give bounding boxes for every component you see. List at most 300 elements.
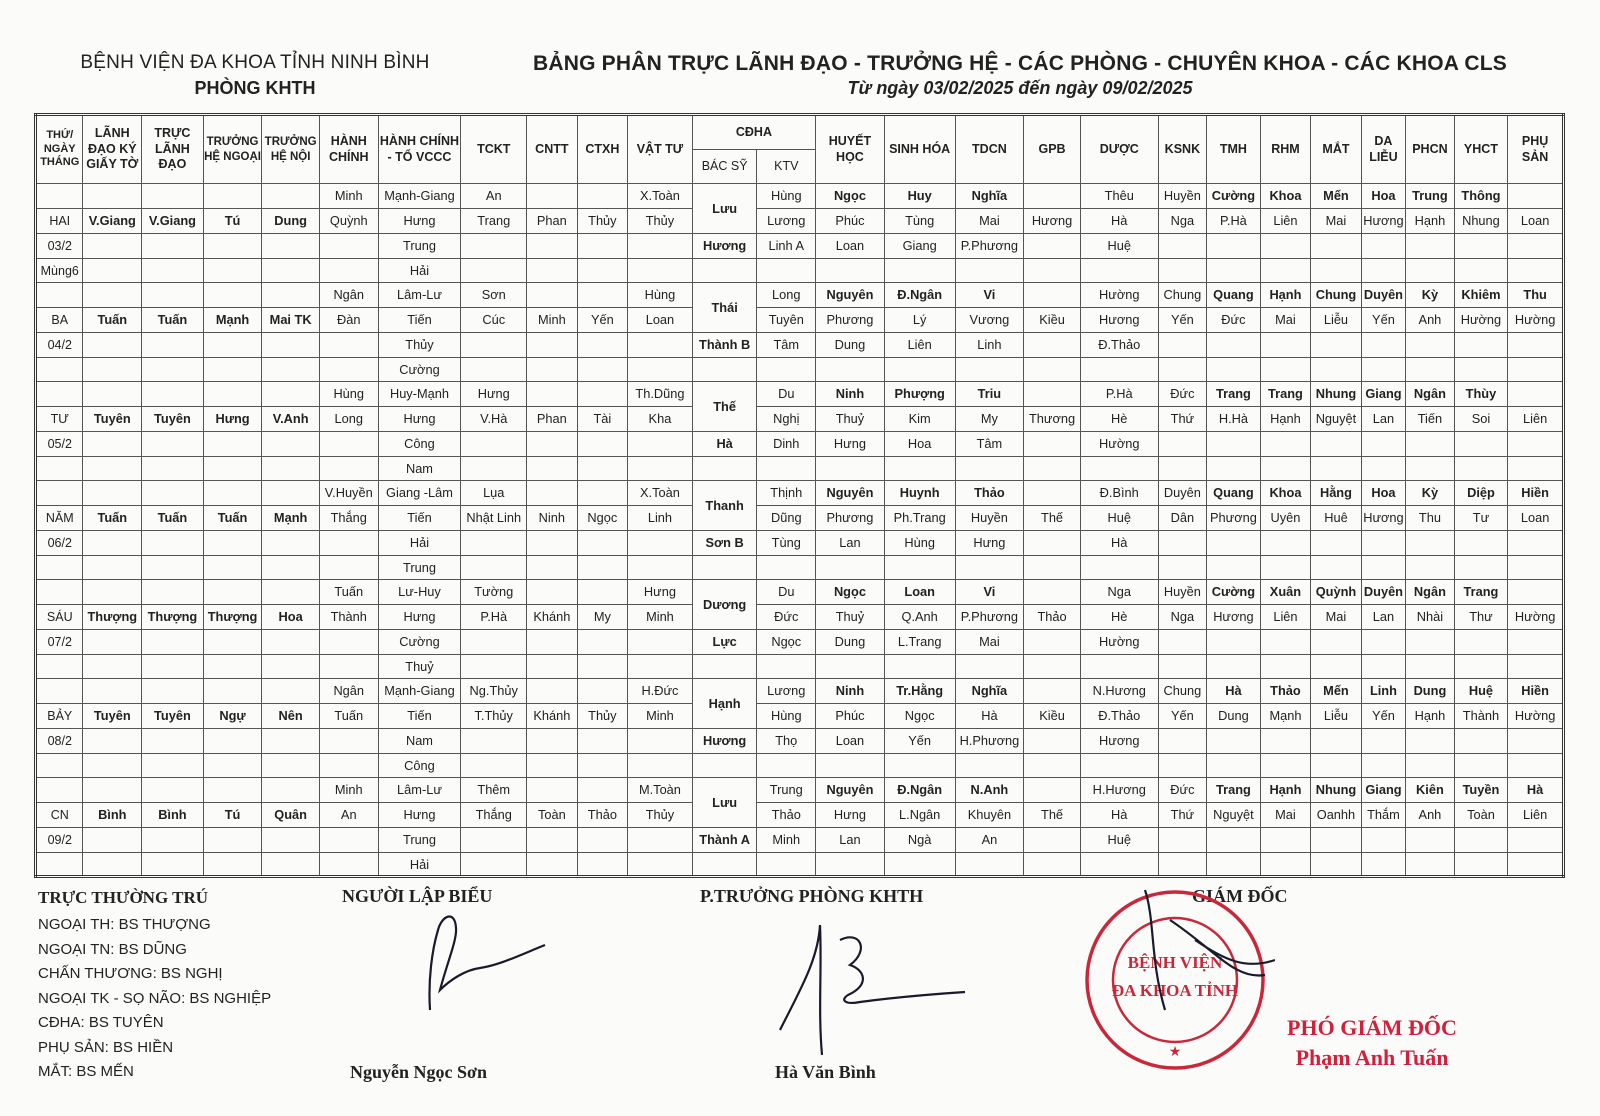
cell-noi xyxy=(262,530,320,556)
cell-yhct xyxy=(1454,629,1508,655)
deputy-head-signature xyxy=(770,920,970,1060)
cell-tdcn: Thảo xyxy=(955,481,1024,506)
cell-mat: Mến xyxy=(1311,184,1362,209)
cell-hanh-chinh: Tuấn xyxy=(319,703,378,728)
cell-hanh-chinh: Thắng xyxy=(319,505,378,530)
cell-ksnk: Chung xyxy=(1158,283,1207,308)
table-row xyxy=(36,778,1564,803)
cell-phcn: Anh xyxy=(1406,307,1455,332)
day-label xyxy=(36,457,83,481)
cell-noi xyxy=(262,358,320,382)
cell-ctxh xyxy=(577,679,628,704)
cell-hanh-chinh-to: Tiến xyxy=(378,703,461,728)
cell-ksnk xyxy=(1158,233,1207,259)
cell-tdcn xyxy=(955,259,1024,283)
cell-phusan xyxy=(1508,233,1564,259)
cell-cdha-ktv xyxy=(757,358,816,382)
cell-yhct xyxy=(1454,754,1508,778)
cell-ctxh xyxy=(577,382,628,407)
col-header-cdha-bac-sy: BÁC SỸ xyxy=(692,150,757,184)
cell-gpb xyxy=(1024,184,1081,209)
cell-lanhdao xyxy=(83,457,142,481)
cell-lanhdao xyxy=(83,283,142,308)
cell-mat xyxy=(1311,728,1362,754)
deputy-head-name: Hà Văn Bình xyxy=(775,1062,876,1082)
cell-tckt: P.Hà xyxy=(461,604,527,629)
cell-ksnk xyxy=(1158,358,1207,382)
cell-phusan: Liên xyxy=(1508,802,1564,827)
cell-sinh-hoa: Hoa xyxy=(884,431,955,457)
cell-phcn: Kỳ xyxy=(1406,283,1455,308)
cell-dalieu xyxy=(1361,754,1405,778)
cell-vat-tu: Hùng xyxy=(628,283,693,308)
director-name: Phạm Anh Tuấn xyxy=(1295,1045,1449,1070)
cell-phusan: Loan xyxy=(1508,208,1564,233)
cell-dalieu: Hương xyxy=(1361,208,1405,233)
cell-noi xyxy=(262,233,320,259)
cell-hanh-chinh-to: Nam xyxy=(378,728,461,754)
cell-tckt xyxy=(461,358,527,382)
cell-cdha-bac-sy: Thanh xyxy=(692,481,757,531)
cell-ksnk: Nga xyxy=(1158,604,1207,629)
cell-ctxh: My xyxy=(577,604,628,629)
cell-tmh: Hương xyxy=(1207,604,1261,629)
cell-duoc: Huệ xyxy=(1080,233,1158,259)
cell-hanh-chinh-to: Trung xyxy=(378,827,461,853)
cell-truc xyxy=(142,382,204,407)
cell-yhct xyxy=(1454,728,1508,754)
cell-mat: Mai xyxy=(1311,604,1362,629)
cell-cntt xyxy=(527,382,578,407)
preparer-name: Nguyễn Ngọc Sơn xyxy=(350,1062,487,1082)
cell-ksnk: Yến xyxy=(1158,703,1207,728)
cell-ngoai xyxy=(203,382,262,407)
cell-hanh-chinh-to: Lâm-Lư xyxy=(378,778,461,803)
col-header-rhm: RHM xyxy=(1260,115,1311,184)
cell-tmh: Dung xyxy=(1207,703,1261,728)
cell-tdcn: P.Phương xyxy=(955,233,1024,259)
cell-phusan xyxy=(1508,457,1564,481)
cell-vat-tu xyxy=(628,629,693,655)
cell-cntt: Minh xyxy=(527,307,578,332)
day-label: 05/2 xyxy=(36,431,83,457)
cell-cdha-bac-sy: Dương xyxy=(692,580,757,630)
cell-ngoai: Ngự xyxy=(203,703,262,728)
resident-line: PHỤ SẢN: BS HIỀN xyxy=(38,1038,174,1056)
cell-dalieu: Hương xyxy=(1361,505,1405,530)
cell-cntt xyxy=(527,580,578,605)
cell-huyet-hoc: Ngọc xyxy=(816,184,885,209)
cell-hanh-chinh-to: Mạnh-Giang xyxy=(378,679,461,704)
cell-vat-tu xyxy=(628,233,693,259)
cell-duoc: Hường xyxy=(1080,629,1158,655)
cell-ksnk xyxy=(1158,853,1207,877)
day-label xyxy=(36,358,83,382)
cell-cntt xyxy=(527,827,578,853)
cell-cdha-ktv: Long xyxy=(757,283,816,308)
cell-rhm: Khoa xyxy=(1260,184,1311,209)
cell-vat-tu xyxy=(628,259,693,283)
cell-rhm: Uyên xyxy=(1260,505,1311,530)
table-row xyxy=(36,208,1564,233)
cell-mat xyxy=(1311,629,1362,655)
cell-hanh-chinh xyxy=(319,556,378,580)
cell-cdha-ktv: Du xyxy=(757,580,816,605)
cell-lanhdao xyxy=(83,481,142,506)
cell-noi xyxy=(262,655,320,679)
cell-gpb xyxy=(1024,332,1081,358)
cell-ngoai: Hưng xyxy=(203,406,262,431)
cell-yhct xyxy=(1454,457,1508,481)
cell-tmh xyxy=(1207,358,1261,382)
cell-yhct: Hường xyxy=(1454,307,1508,332)
cell-hanh-chinh-to: Thuỷ xyxy=(378,655,461,679)
cell-ctxh xyxy=(577,580,628,605)
cell-huyet-hoc: Ninh xyxy=(816,382,885,407)
cell-ngoai xyxy=(203,728,262,754)
cell-phusan: Hà xyxy=(1508,778,1564,803)
cell-ctxh xyxy=(577,358,628,382)
cell-cdha-bac-sy xyxy=(692,358,757,382)
cell-ctxh: Thủy xyxy=(577,208,628,233)
table-row xyxy=(36,827,1564,853)
cell-huyet-hoc xyxy=(816,853,885,877)
day-label xyxy=(36,853,83,877)
cell-rhm: Hạnh xyxy=(1260,778,1311,803)
cell-noi xyxy=(262,184,320,209)
day-label xyxy=(36,556,83,580)
cell-duoc: Hường xyxy=(1080,283,1158,308)
cell-lanhdao: Thượng xyxy=(83,604,142,629)
cell-ksnk: Thứ xyxy=(1158,406,1207,431)
cell-lanhdao xyxy=(83,778,142,803)
cell-ksnk xyxy=(1158,259,1207,283)
cell-rhm: Mai xyxy=(1260,307,1311,332)
cell-cdha-ktv: Dinh xyxy=(757,431,816,457)
cell-truc xyxy=(142,233,204,259)
cell-vat-tu: M.Toàn xyxy=(628,778,693,803)
schedule-table xyxy=(34,113,1565,878)
cell-gpb xyxy=(1024,778,1081,803)
col-header-ksnk: KSNK xyxy=(1158,115,1207,184)
cell-sinh-hoa: Tùng xyxy=(884,208,955,233)
cell-hanh-chinh: Minh xyxy=(319,778,378,803)
cell-noi: Nên xyxy=(262,703,320,728)
cell-lanhdao xyxy=(83,754,142,778)
cell-hanh-chinh-to: Trung xyxy=(378,233,461,259)
cell-mat: Mến xyxy=(1311,679,1362,704)
cell-duoc xyxy=(1080,259,1158,283)
cell-sinh-hoa: Q.Anh xyxy=(884,604,955,629)
cell-hanh-chinh-to: Mạnh-Giang xyxy=(378,184,461,209)
cell-hanh-chinh: Long xyxy=(319,406,378,431)
cell-rhm: Mạnh xyxy=(1260,703,1311,728)
cell-gpb xyxy=(1024,580,1081,605)
cell-dalieu xyxy=(1361,556,1405,580)
resident-line: CĐHA: BS TUYÊN xyxy=(38,1014,164,1031)
cell-tdcn: Triu xyxy=(955,382,1024,407)
cell-tckt: T.Thủy xyxy=(461,703,527,728)
cell-gpb xyxy=(1024,556,1081,580)
table-row xyxy=(36,802,1564,827)
day-label: 03/2 xyxy=(36,233,83,259)
cell-mat: Hằng xyxy=(1311,481,1362,506)
cell-tdcn: Vi xyxy=(955,580,1024,605)
cell-tckt xyxy=(461,233,527,259)
cell-tckt: Thắng xyxy=(461,802,527,827)
cell-gpb xyxy=(1024,728,1081,754)
cell-cdha-bac-sy: Thành A xyxy=(692,827,757,853)
director-title: GIÁM ĐỐC xyxy=(1192,886,1288,906)
cell-noi: Quân xyxy=(262,802,320,827)
col-header-cntt: CNTT xyxy=(527,115,578,184)
table-row xyxy=(36,259,1564,283)
col-header-lanh-dao-ky: LÃNH ĐẠO KÝ GIẤY TỜ xyxy=(83,115,142,184)
cell-sinh-hoa: Tr.Hằng xyxy=(884,679,955,704)
deputy-head-title: P.TRƯỞNG PHÒNG KHTH xyxy=(700,886,924,906)
cell-tmh: Nguyệt xyxy=(1207,802,1261,827)
cell-hanh-chinh: Tuấn xyxy=(319,580,378,605)
cell-dalieu: Linh xyxy=(1361,679,1405,704)
cell-yhct: Tư xyxy=(1454,505,1508,530)
cell-mat: Mai xyxy=(1311,208,1362,233)
day-label xyxy=(36,283,83,308)
cell-tmh xyxy=(1207,728,1261,754)
org-name: BỆNH VIỆN ĐA KHOA TỈNH NINH BÌNH xyxy=(80,52,430,73)
cell-dalieu xyxy=(1361,629,1405,655)
cell-vat-tu: Loan xyxy=(628,307,693,332)
cell-tmh xyxy=(1207,259,1261,283)
cell-truc xyxy=(142,853,204,877)
table-row xyxy=(36,307,1564,332)
cell-huyet-hoc: Lan xyxy=(816,827,885,853)
cell-huyet-hoc xyxy=(816,754,885,778)
cell-sinh-hoa: Huy xyxy=(884,184,955,209)
cell-truc: Tuyên xyxy=(142,703,204,728)
cell-dalieu: Yến xyxy=(1361,703,1405,728)
cell-mat xyxy=(1311,530,1362,556)
cell-tmh xyxy=(1207,754,1261,778)
cell-mat: Nhung xyxy=(1311,382,1362,407)
cell-cdha-bac-sy xyxy=(692,655,757,679)
cell-vat-tu: H.Đức xyxy=(628,679,693,704)
cell-tckt xyxy=(461,431,527,457)
cell-tckt: Thêm xyxy=(461,778,527,803)
cell-noi xyxy=(262,431,320,457)
cell-duoc: Huệ xyxy=(1080,505,1158,530)
cell-cdha-ktv: Thịnh xyxy=(757,481,816,506)
cell-sinh-hoa: Kim xyxy=(884,406,955,431)
cell-duoc: Hương xyxy=(1080,728,1158,754)
cell-cntt xyxy=(527,431,578,457)
cell-gpb xyxy=(1024,457,1081,481)
cell-dalieu: Lan xyxy=(1361,604,1405,629)
cell-rhm xyxy=(1260,259,1311,283)
col-header-yhct: YHCT xyxy=(1454,115,1508,184)
cell-noi xyxy=(262,556,320,580)
cell-cntt xyxy=(527,332,578,358)
day-label xyxy=(36,382,83,407)
resident-title: TRỰC THƯỜNG TRÚ xyxy=(38,888,209,907)
cell-dalieu: Giang xyxy=(1361,382,1405,407)
cell-ctxh: Yến xyxy=(577,307,628,332)
cell-cdha-bac-sy: Hương xyxy=(692,728,757,754)
cell-lanhdao xyxy=(83,629,142,655)
cell-ngoai xyxy=(203,358,262,382)
cell-duoc: Hà xyxy=(1080,802,1158,827)
cell-rhm xyxy=(1260,233,1311,259)
cell-yhct: Soi xyxy=(1454,406,1508,431)
cell-ksnk xyxy=(1158,655,1207,679)
cell-phcn: Hạnh xyxy=(1406,703,1455,728)
table-row xyxy=(36,703,1564,728)
cell-hanh-chinh: An xyxy=(319,802,378,827)
cell-sinh-hoa: Yến xyxy=(884,728,955,754)
cell-dalieu: Hoa xyxy=(1361,184,1405,209)
cell-truc xyxy=(142,580,204,605)
cell-gpb: Hương xyxy=(1024,208,1081,233)
cell-tmh: Phương xyxy=(1207,505,1261,530)
day-label xyxy=(36,184,83,209)
cell-cdha-ktv: Hùng xyxy=(757,703,816,728)
day-label: 04/2 xyxy=(36,332,83,358)
table-row xyxy=(36,358,1564,382)
day-label: HAI xyxy=(36,208,83,233)
cell-tmh xyxy=(1207,332,1261,358)
cell-ctxh xyxy=(577,184,628,209)
cell-vat-tu xyxy=(628,332,693,358)
cell-cntt: Ninh xyxy=(527,505,578,530)
cell-gpb xyxy=(1024,382,1081,407)
cell-hanh-chinh: Ngân xyxy=(319,679,378,704)
cell-gpb: Kiều xyxy=(1024,703,1081,728)
cell-cdha-bac-sy xyxy=(692,556,757,580)
cell-hanh-chinh: V.Huyền xyxy=(319,481,378,506)
cell-huyet-hoc: Loan xyxy=(816,728,885,754)
cell-huyet-hoc: Dung xyxy=(816,629,885,655)
cell-noi xyxy=(262,679,320,704)
cell-noi xyxy=(262,382,320,407)
cell-tmh: Quang xyxy=(1207,481,1261,506)
cell-vat-tu: Minh xyxy=(628,604,693,629)
cell-tmh: Hà xyxy=(1207,679,1261,704)
day-label: Mùng6 xyxy=(36,259,83,283)
day-label: BẢY xyxy=(36,703,83,728)
cell-tmh xyxy=(1207,530,1261,556)
cell-ksnk: Huyền xyxy=(1158,580,1207,605)
cell-gpb: Kiều xyxy=(1024,307,1081,332)
cell-truc xyxy=(142,283,204,308)
cell-phcn xyxy=(1406,358,1455,382)
cell-tdcn xyxy=(955,655,1024,679)
cell-truc xyxy=(142,184,204,209)
cell-ctxh xyxy=(577,778,628,803)
cell-tckt: Sơn xyxy=(461,283,527,308)
cell-cntt xyxy=(527,556,578,580)
cell-dalieu xyxy=(1361,530,1405,556)
cell-lanhdao xyxy=(83,233,142,259)
cell-hanh-chinh xyxy=(319,358,378,382)
cell-tdcn: N.Anh xyxy=(955,778,1024,803)
cell-vat-tu: Thủy xyxy=(628,208,693,233)
cell-cdha-bac-sy: Lực xyxy=(692,629,757,655)
cell-noi xyxy=(262,754,320,778)
cell-rhm xyxy=(1260,556,1311,580)
day-label: 09/2 xyxy=(36,827,83,853)
cell-gpb xyxy=(1024,629,1081,655)
cell-dalieu: Yến xyxy=(1361,307,1405,332)
day-label: SÁU xyxy=(36,604,83,629)
cell-dalieu xyxy=(1361,728,1405,754)
cell-phcn: Ngân xyxy=(1406,382,1455,407)
cell-phcn: Dung xyxy=(1406,679,1455,704)
cell-mat: Chung xyxy=(1311,283,1362,308)
cell-ngoai xyxy=(203,259,262,283)
cell-cntt: Toàn xyxy=(527,802,578,827)
cell-ksnk: Thứ xyxy=(1158,802,1207,827)
cell-dalieu: Lan xyxy=(1361,406,1405,431)
cell-cntt xyxy=(527,457,578,481)
cell-phusan xyxy=(1508,556,1564,580)
cell-vat-tu xyxy=(628,457,693,481)
cell-sinh-hoa: L.Trang xyxy=(884,629,955,655)
cell-ksnk xyxy=(1158,728,1207,754)
date-range: Từ ngày 03/02/2025 đến ngày 09/02/2025 xyxy=(847,78,1193,98)
cell-dalieu: Duyên xyxy=(1361,283,1405,308)
cell-ngoai xyxy=(203,754,262,778)
cell-sinh-hoa xyxy=(884,754,955,778)
cell-noi xyxy=(262,827,320,853)
cell-rhm xyxy=(1260,827,1311,853)
cell-gpb xyxy=(1024,679,1081,704)
cell-tdcn: Hà xyxy=(955,703,1024,728)
cell-lanhdao xyxy=(83,853,142,877)
cell-mat xyxy=(1311,233,1362,259)
cell-tmh xyxy=(1207,233,1261,259)
cell-huyet-hoc: Hưng xyxy=(816,802,885,827)
table-row xyxy=(36,728,1564,754)
cell-cdha-bac-sy: Hà xyxy=(692,431,757,457)
cell-tmh: Cường xyxy=(1207,184,1261,209)
cell-duoc: Hà xyxy=(1080,530,1158,556)
cell-cdha-bac-sy: Thành B xyxy=(692,332,757,358)
cell-hanh-chinh xyxy=(319,655,378,679)
col-header-tckt: TCKT xyxy=(461,115,527,184)
cell-sinh-hoa: Ph.Trang xyxy=(884,505,955,530)
cell-noi xyxy=(262,580,320,605)
cell-cdha-ktv: Ngọc xyxy=(757,629,816,655)
header-right xyxy=(480,52,1560,99)
cell-gpb xyxy=(1024,358,1081,382)
cell-tckt: Tường xyxy=(461,580,527,605)
cell-gpb xyxy=(1024,233,1081,259)
cell-truc: V.Giang xyxy=(142,208,204,233)
cell-hanh-chinh xyxy=(319,629,378,655)
cell-tckt xyxy=(461,655,527,679)
cell-phusan xyxy=(1508,358,1564,382)
col-header-cdha-ktv: KTV xyxy=(757,150,816,184)
cell-lanhdao: Tuyên xyxy=(83,406,142,431)
cell-rhm: Thảo xyxy=(1260,679,1311,704)
table-row xyxy=(36,530,1564,556)
cell-cntt: Phan xyxy=(527,208,578,233)
cell-tckt: Trang xyxy=(461,208,527,233)
cell-ksnk xyxy=(1158,754,1207,778)
cell-gpb xyxy=(1024,853,1081,877)
cell-rhm: Mai xyxy=(1260,802,1311,827)
day-label: CN xyxy=(36,802,83,827)
cell-hanh-chinh xyxy=(319,259,378,283)
